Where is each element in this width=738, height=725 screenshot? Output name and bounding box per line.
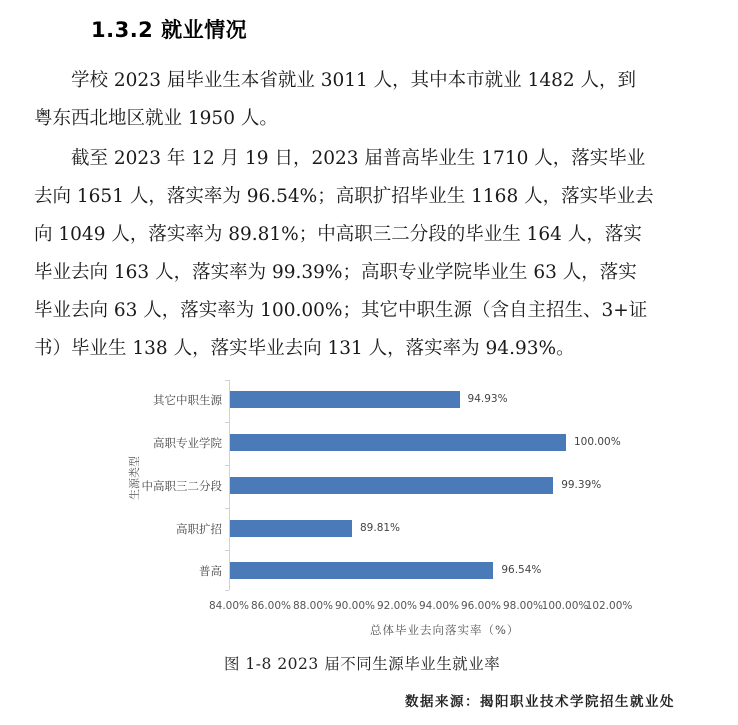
x-tick-label: 96.00% [460, 600, 502, 612]
bar-other-secondary-vocational [230, 391, 460, 408]
y-axis-tick [225, 550, 229, 551]
x-tick-label: 84.00% [208, 600, 250, 612]
paragraph-line: 截至 2023 年 12 月 19 日，2023 届普高毕业生 1710 人，落实毕业 [71, 148, 646, 169]
x-tick-label: 86.00% [250, 600, 292, 612]
bar-3-2-segment [230, 477, 553, 494]
bar-expanded-enrollment [230, 520, 352, 537]
x-tick-label: 94.00% [418, 600, 460, 612]
paragraph-employment-summary [34, 62, 704, 138]
y-axis-tick [225, 422, 229, 423]
section-heading: 1.3.2 就业情况 [91, 18, 248, 42]
x-tick-label: 98.00% [502, 600, 544, 612]
value-label: 99.39% [561, 479, 602, 491]
category-label: 高职扩招 [176, 522, 222, 536]
paragraph-line: 向 1049 人，落实率为 89.81%；中高职三二分段的毕业生 164 人，落实 [34, 224, 642, 245]
paragraph-line: 粤东西北地区就业 1950 人。 [34, 108, 278, 129]
value-label: 100.00% [574, 436, 621, 448]
category-label: 高职专业学院 [153, 436, 222, 450]
x-tick-label: 88.00% [292, 600, 334, 612]
category-label: 其它中职生源 [153, 393, 222, 407]
x-tick-label: 90.00% [334, 600, 376, 612]
x-axis-title: 总体毕业去向落实率（%） [370, 623, 520, 637]
category-label: 普高 [199, 564, 222, 578]
bar-general-high-school [230, 562, 493, 579]
paragraph-line: 毕业去向 163 人，落实率为 99.39%；高职专业学院毕业生 63 人，落实 [34, 262, 637, 283]
paragraph-line: 去向 1651 人，落实率为 96.54%；高职扩招毕业生 1168 人，落实毕业去 [34, 186, 654, 207]
y-axis-title: 生源类型 [128, 456, 141, 500]
category-label: 中高职三二分段 [141, 479, 222, 493]
figure-caption: 图 1-8 2023 届不同生源毕业生就业率 [224, 655, 501, 673]
y-axis-tick [225, 508, 229, 509]
y-axis-tick [225, 465, 229, 466]
value-label: 89.81% [360, 522, 401, 534]
value-label: 94.93% [467, 393, 508, 405]
y-axis-tick [225, 590, 229, 591]
x-tick-label: 100.00% [541, 600, 589, 612]
bar-higher-vocational-college [230, 434, 566, 451]
x-tick-label: 92.00% [376, 600, 418, 612]
y-axis-tick [225, 380, 229, 381]
value-label: 96.54% [501, 564, 542, 576]
paragraph-placement-rates [34, 140, 704, 368]
paragraph-line: 书）毕业生 138 人，落实毕业去向 131 人，落实率为 94.93%。 [34, 338, 575, 359]
paragraph-line: 毕业去向 63 人，落实率为 100.00%；其它中职生源（含自主招生、3+证 [34, 300, 648, 321]
data-source: 数据来源：揭阳职业技术学院招生就业处 [405, 694, 675, 710]
x-tick-label: 102.00% [585, 600, 633, 612]
paragraph-line: 学校 2023 届毕业生本省就业 3011 人，其中本市就业 1482 人，到 [71, 70, 637, 91]
